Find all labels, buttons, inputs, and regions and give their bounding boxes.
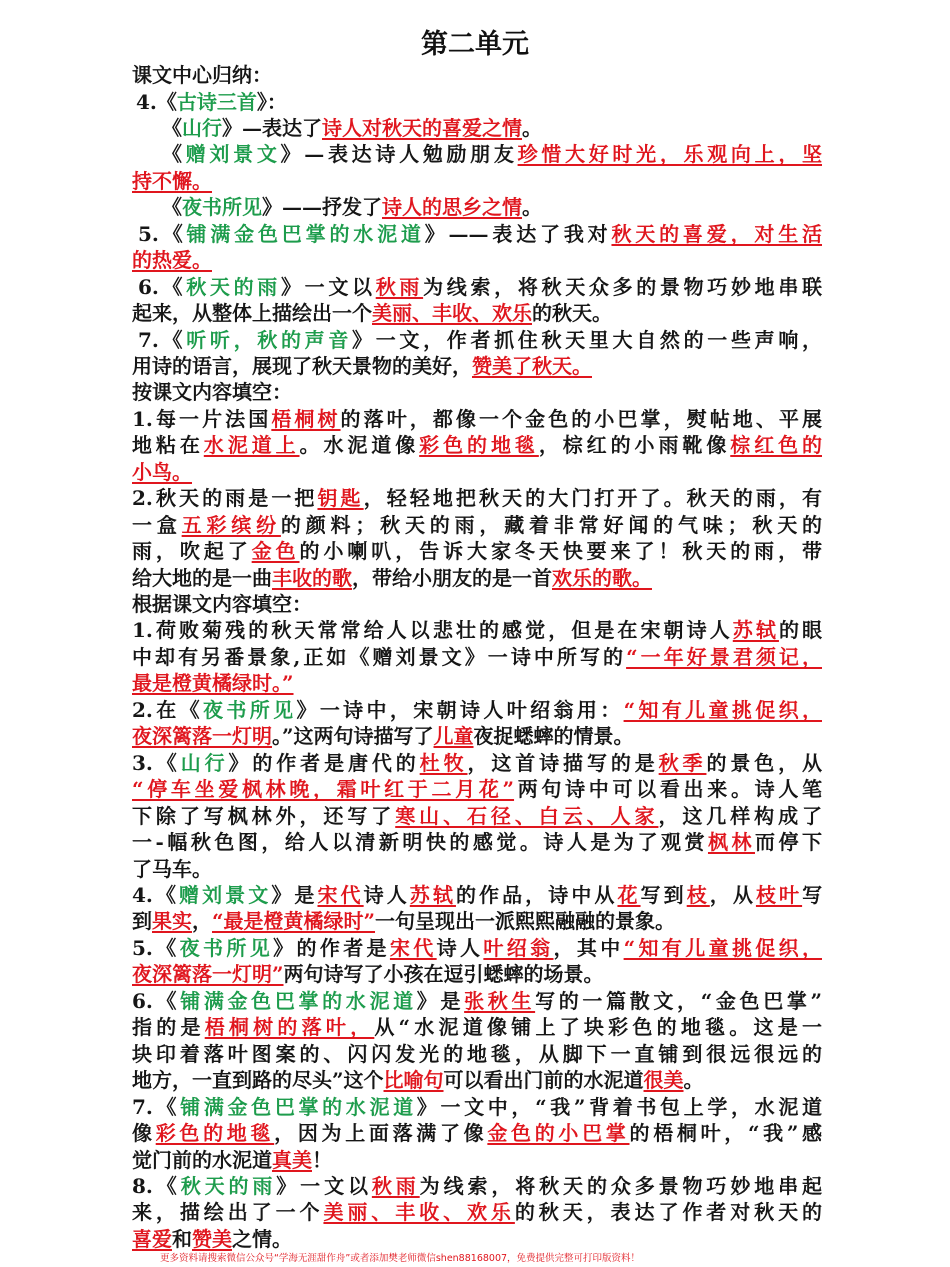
lesson-title-text: 铺满金色巴掌的水泥道 — [180, 988, 417, 1013]
answer-text: 果实 — [152, 909, 192, 934]
body-text: 1.每一片法国 — [132, 406, 272, 431]
body-text: 的小喇叭，告诉大家冬天快要来了！秋天的雨，带 — [299, 539, 822, 564]
body-text: 7.《 — [132, 1094, 181, 1119]
text-line — [138, 327, 822, 354]
answer-text: 枝叶 — [755, 882, 803, 907]
text-line — [132, 300, 822, 327]
answer-text: 儿童 — [433, 724, 474, 749]
body-text: 》的作者是 — [273, 935, 390, 960]
lesson-title-text: 秋天的雨 — [186, 274, 281, 299]
body-text: 起来，从整体上描绘出一个 — [132, 301, 372, 325]
body-text: 》一文，作者抓住秋天里大自然的一些声响， — [352, 327, 822, 352]
text-line — [132, 1041, 822, 1068]
body-text: 》——抒发了 — [262, 195, 382, 220]
text-line — [132, 1226, 822, 1253]
body-text: 的秋天，表达了作者对秋天的 — [514, 1200, 822, 1225]
text-line — [132, 168, 822, 195]
answer-text: 宋代 — [317, 882, 364, 907]
body-text: 写 — [802, 882, 822, 907]
body-text: 为线索，将秋天众多的景物巧妙地串联 — [423, 274, 822, 299]
text-line — [132, 1014, 822, 1041]
watermark-footer: 更多资料请搜索微信公众号“学海无涯甜作舟”或者添加樊老师微信shen88168007，免费提供完整可打印版资料！ — [160, 1253, 641, 1264]
text-line — [132, 935, 822, 962]
body-text: 雨，吹起了 — [132, 539, 252, 564]
answer-text: 杜牧 — [419, 750, 468, 775]
text-line — [132, 776, 822, 803]
answer-text: 枫林 — [707, 830, 755, 854]
answer-text: 比喻句 — [383, 1068, 444, 1093]
body-text: ，棕红的小雨靴像 — [538, 433, 731, 458]
body-text: 。 — [522, 195, 542, 220]
body-text: 》—表达诗人勉励朋友 — [280, 142, 518, 167]
body-text: 》是 — [416, 988, 465, 1013]
body-text: ！ — [312, 1147, 332, 1172]
answer-text: 最是橙黄橘绿时。” — [132, 671, 294, 696]
text-line — [132, 882, 822, 909]
text-line — [132, 1199, 822, 1226]
answer-text: 喜爱 — [132, 1226, 172, 1251]
lesson-title-text: 赠刘景文 — [185, 142, 281, 167]
answer-text: “停车坐爱枫林晚，霜叶红于二月花” — [132, 777, 515, 802]
answer-text: 寒山、石径、白云、人家 — [395, 803, 659, 828]
answer-text: 赞美了秋天。 — [472, 353, 592, 378]
answer-text: 秋天的喜爱，对生活 — [611, 221, 822, 246]
text-line — [132, 1173, 822, 1200]
answer-text: 美丽、丰收、欢乐 — [323, 1200, 515, 1225]
body-text: 诗人 — [363, 882, 410, 907]
text-line — [162, 194, 822, 221]
body-text: 6.《 — [132, 988, 181, 1013]
body-text: 5.《 — [132, 935, 180, 960]
body-text: 》是 — [271, 882, 318, 907]
body-text: ，从 — [709, 882, 756, 907]
body-text: 。水泥道像 — [299, 433, 420, 458]
answer-text: “最是橙黄橘绿时” — [212, 909, 376, 934]
lesson-title-text: 铺满金色巴掌的水泥道 — [186, 221, 425, 246]
body-text: 。 — [683, 1068, 704, 1093]
answer-text: 枝 — [686, 882, 710, 907]
body-text: 的作品，诗中从 — [455, 882, 618, 907]
body-text: ，带给小朋友的是一首 — [352, 565, 552, 590]
body-text: 1.荷败菊残的秋天常常给人以悲壮的感觉，但是在宋朝诗人 — [132, 618, 733, 643]
answer-text: 赞美 — [192, 1226, 232, 1251]
text-line — [132, 829, 822, 856]
body-text: 觉门前的水泥道 — [132, 1147, 272, 1172]
body-text: 》的作者是唐代的 — [228, 750, 420, 775]
body-text: 到 — [132, 909, 152, 934]
body-text: 了马车。 — [132, 856, 212, 881]
text-line — [132, 538, 822, 565]
answer-text: 的热爱。 — [132, 248, 212, 273]
body-text: 》： — [256, 89, 287, 114]
text-line — [132, 459, 822, 486]
body-text: 夜捉蟋蟀的情景。 — [473, 724, 634, 749]
body-text: 中却有另番景象,正如《赠刘景文》一诗中所写的 — [132, 644, 627, 669]
text-line — [132, 379, 822, 406]
lesson-title-text: 听听，秋的声音 — [186, 327, 353, 352]
body-text: 的颜料；秋天的雨，藏着非常好闻的气味；秋天的 — [280, 512, 822, 537]
answer-text: 诗人的思乡之情 — [382, 195, 522, 220]
body-text: 给大地的是一曲 — [132, 565, 272, 590]
text-line — [138, 221, 822, 248]
body-text: 7.《 — [138, 327, 187, 352]
body-text: ， — [192, 909, 212, 934]
answer-text: 很美 — [643, 1068, 684, 1093]
answer-text: 诗人对秋天的喜爱之情 — [322, 115, 522, 140]
text-line — [132, 591, 822, 618]
body-text: 的眼 — [778, 618, 822, 643]
text-line — [132, 1067, 822, 1094]
body-text: 的梧桐叶，“我”感 — [629, 1121, 822, 1145]
text-line — [132, 432, 822, 459]
text-line — [132, 697, 822, 724]
text-line — [132, 908, 822, 935]
answer-text: 彩色的地毯 — [419, 433, 539, 458]
answer-text: 棕红色的 — [730, 433, 822, 458]
text-line — [132, 644, 822, 671]
lesson-title-text: 赠刘景文 — [179, 882, 272, 907]
answer-text: 苏轼 — [732, 618, 779, 643]
answer-text: 持不懈。 — [132, 168, 212, 193]
lesson-title-text: 山行 — [180, 750, 229, 775]
body-text: 》一文中，“我”背着书包上学，水泥道 — [416, 1094, 822, 1119]
answer-text: 五彩缤纷 — [181, 512, 281, 537]
body-text: ，其中 — [553, 935, 624, 960]
text-line — [132, 565, 822, 592]
answer-text: 秋季 — [658, 750, 707, 775]
text-line — [132, 512, 822, 539]
body-text: 》一文以 — [280, 274, 376, 299]
body-text: 两句诗写了小孩在逗引蟋蟀的场景。 — [283, 962, 604, 987]
answer-text: 苏轼 — [409, 882, 456, 907]
body-text: 的景色，从 — [706, 750, 822, 775]
answer-text: “知有儿童挑促织， — [623, 935, 822, 960]
body-text: 来，描绘出了一个 — [132, 1200, 324, 1225]
body-text: 》一文以 — [276, 1173, 372, 1198]
answer-text: 彩色的地毯 — [155, 1121, 275, 1145]
body-text: 下除了写枫林外，还写了 — [132, 803, 396, 828]
answer-text: 梧桐树 — [271, 406, 341, 431]
body-text: 从“水泥道像铺上了块彩色的地毯。这是一 — [374, 1015, 822, 1040]
body-text: 两句诗中可以看出来。诗人笔 — [514, 777, 822, 802]
body-text: ，这几样构成了 — [658, 803, 822, 828]
body-text: 。 — [522, 115, 542, 140]
answer-text: 宋代 — [389, 935, 437, 960]
text-line — [136, 89, 822, 116]
body-text: 《 — [162, 142, 186, 167]
body-text: 可以看出门前的水泥道 — [443, 1068, 644, 1093]
answer-text: 金色的小巴掌 — [487, 1121, 630, 1145]
body-text: 6.《 — [138, 274, 187, 299]
body-text: 写的一篇散文，“金色巴掌” — [535, 988, 822, 1013]
answer-text: “知有儿童挑促织， — [623, 697, 822, 722]
body-text: 之情。 — [232, 1226, 292, 1251]
body-text: 一盒 — [132, 512, 182, 537]
text-line — [132, 617, 822, 644]
text-line — [132, 1094, 822, 1121]
text-line — [132, 670, 822, 697]
body-text: 》——表达了我对 — [424, 221, 612, 246]
lesson-title-text: 铺满金色巴掌的水泥道 — [180, 1094, 417, 1119]
text-line — [132, 750, 822, 777]
body-text: 地粘在 — [132, 433, 204, 458]
text-line — [132, 485, 822, 512]
text-line — [132, 961, 822, 988]
text-line — [132, 803, 822, 830]
body-text: 。”这两句诗描写了 — [272, 724, 434, 749]
lesson-title-text: 秋天的雨 — [180, 1173, 277, 1198]
answer-text: 秋雨 — [375, 274, 424, 299]
text-line — [132, 247, 822, 274]
answer-text: 美丽、丰收、欢乐 — [372, 301, 532, 325]
answer-text: 金色 — [251, 539, 300, 564]
body-text: 8.《 — [132, 1173, 181, 1198]
body-text: 按课文内容填空： — [132, 380, 292, 405]
body-text: 》一诗中，宋朝诗人叶绍翁用： — [296, 697, 624, 722]
body-text: ，这首诗描写的是 — [467, 750, 659, 775]
text-line — [132, 988, 822, 1015]
body-text: 的落叶，都像一个金色的小巴掌，熨帖地、平展 — [340, 406, 822, 431]
body-text: 3.《 — [132, 750, 181, 775]
answer-text: 梧桐树的落叶， — [204, 1015, 375, 1040]
body-text: 2.秋天的雨是一把 — [132, 486, 318, 511]
text-line — [132, 353, 822, 380]
body-text: ，轻轻地把秋天的大门打开了。秋天的雨，有 — [363, 486, 822, 511]
body-text: 4.《 — [136, 89, 177, 114]
body-text: 指的是 — [132, 1015, 205, 1040]
lesson-title-text: 山行 — [182, 115, 222, 140]
answer-text: 夜深篱落一灯明 — [132, 724, 272, 749]
answer-text: 花 — [617, 882, 641, 907]
body-text: 而停下 — [754, 830, 822, 854]
body-text: 根据课文内容填空： — [132, 592, 312, 616]
body-text: 《 — [162, 195, 182, 220]
body-text: 用诗的语言，展现了秋天景物的美好， — [132, 353, 472, 378]
answer-text: 秋雨 — [371, 1173, 420, 1198]
answer-text: 丰收的歌 — [272, 565, 352, 590]
answer-text: 欢乐的歌。 — [552, 565, 652, 590]
answer-text: 张秋生 — [464, 988, 536, 1013]
lesson-title-text: 古诗三首 — [176, 89, 257, 114]
body-text: 《 — [162, 115, 182, 140]
answer-text: 珍惜大好时光，乐观向上，坚 — [517, 142, 822, 167]
answer-text: 小鸟。 — [132, 459, 192, 484]
answer-text: 叶绍翁 — [483, 935, 554, 960]
body-text: 2.在《 — [132, 697, 203, 722]
text-line — [132, 723, 822, 750]
lesson-title-text: 夜书所见 — [202, 697, 297, 722]
answer-text: 夜深篱落一灯明” — [132, 962, 284, 987]
text-line — [132, 406, 822, 433]
body-text: 一-幅秋色图，给人以清新明快的感觉。诗人是为了观赏 — [132, 830, 708, 854]
answer-text: 水泥道上 — [203, 433, 300, 458]
answer-text: 钥匙 — [317, 486, 364, 511]
body-text: 写到 — [640, 882, 687, 907]
text-line — [132, 856, 822, 883]
page-title: 第二单元 — [421, 29, 529, 60]
body-text: 》—表达了 — [222, 115, 322, 140]
lesson-title-text: 夜书所见 — [179, 935, 274, 960]
answer-text: 真美 — [272, 1147, 312, 1172]
body-text: 地方，一直到路的尽头”这个 — [132, 1068, 384, 1093]
body-text: 5.《 — [138, 221, 187, 246]
answer-text: “一年好景君须记， — [626, 644, 822, 669]
body-text: 块印着落叶图案的、闪闪发光的地毯，从脚下一直铺到很远很远的 — [132, 1041, 822, 1066]
body-text: 和 — [172, 1226, 192, 1251]
text-line — [162, 115, 822, 142]
text-line — [162, 141, 822, 168]
body-text: 课文中心归纳： — [132, 63, 272, 87]
text-line — [138, 274, 822, 301]
text-line — [132, 1147, 822, 1174]
body-text: ，因为上面落满了像 — [274, 1121, 488, 1145]
body-text: 的秋天。 — [532, 301, 612, 325]
body-text: 像 — [132, 1121, 156, 1145]
text-line — [132, 62, 822, 89]
body-text: 一句呈现出一派熙熙融融的景象。 — [375, 909, 676, 934]
body-text: 为线索，将秋天的众多景物巧妙地串起 — [419, 1173, 822, 1198]
text-line — [132, 1120, 822, 1147]
body-text: 诗人 — [436, 935, 484, 960]
lesson-title-text: 夜书所见 — [182, 195, 262, 220]
body-text: 4.《 — [132, 882, 180, 907]
